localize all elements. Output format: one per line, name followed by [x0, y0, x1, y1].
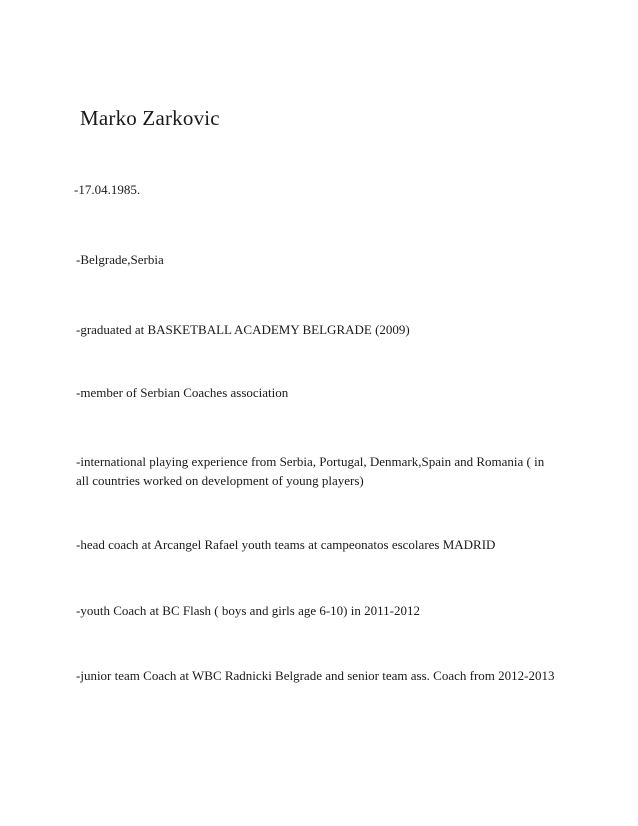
head-coach-line: -head coach at Arcangel Rafael youth teams at campeonatos escolares MADRID: [76, 537, 496, 552]
birthplace-line: -Belgrade,Serbia: [76, 252, 164, 267]
junior-coach-line: -junior team Coach at WBC Radnicki Belgrade and senior team ass. Coach from 2012-2013: [76, 668, 555, 683]
experience-line: -international playing experience from Serbia, Portugal, Denmark,Spain and Romania ( in all countries worked on development of young players): [76, 454, 545, 488]
youth-coach-line: -youth Coach at BC Flash ( boys and girls age 6-10) in 2011-2012: [76, 603, 420, 618]
membership-line: -member of Serbian Coaches association: [76, 385, 289, 400]
birth-date-line: -17.04.1985.: [74, 182, 141, 197]
education-line: -graduated at BASKETBALL ACADEMY BELGRADE (2009): [76, 322, 410, 337]
person-name: Marko Zarkovic: [80, 106, 220, 130]
